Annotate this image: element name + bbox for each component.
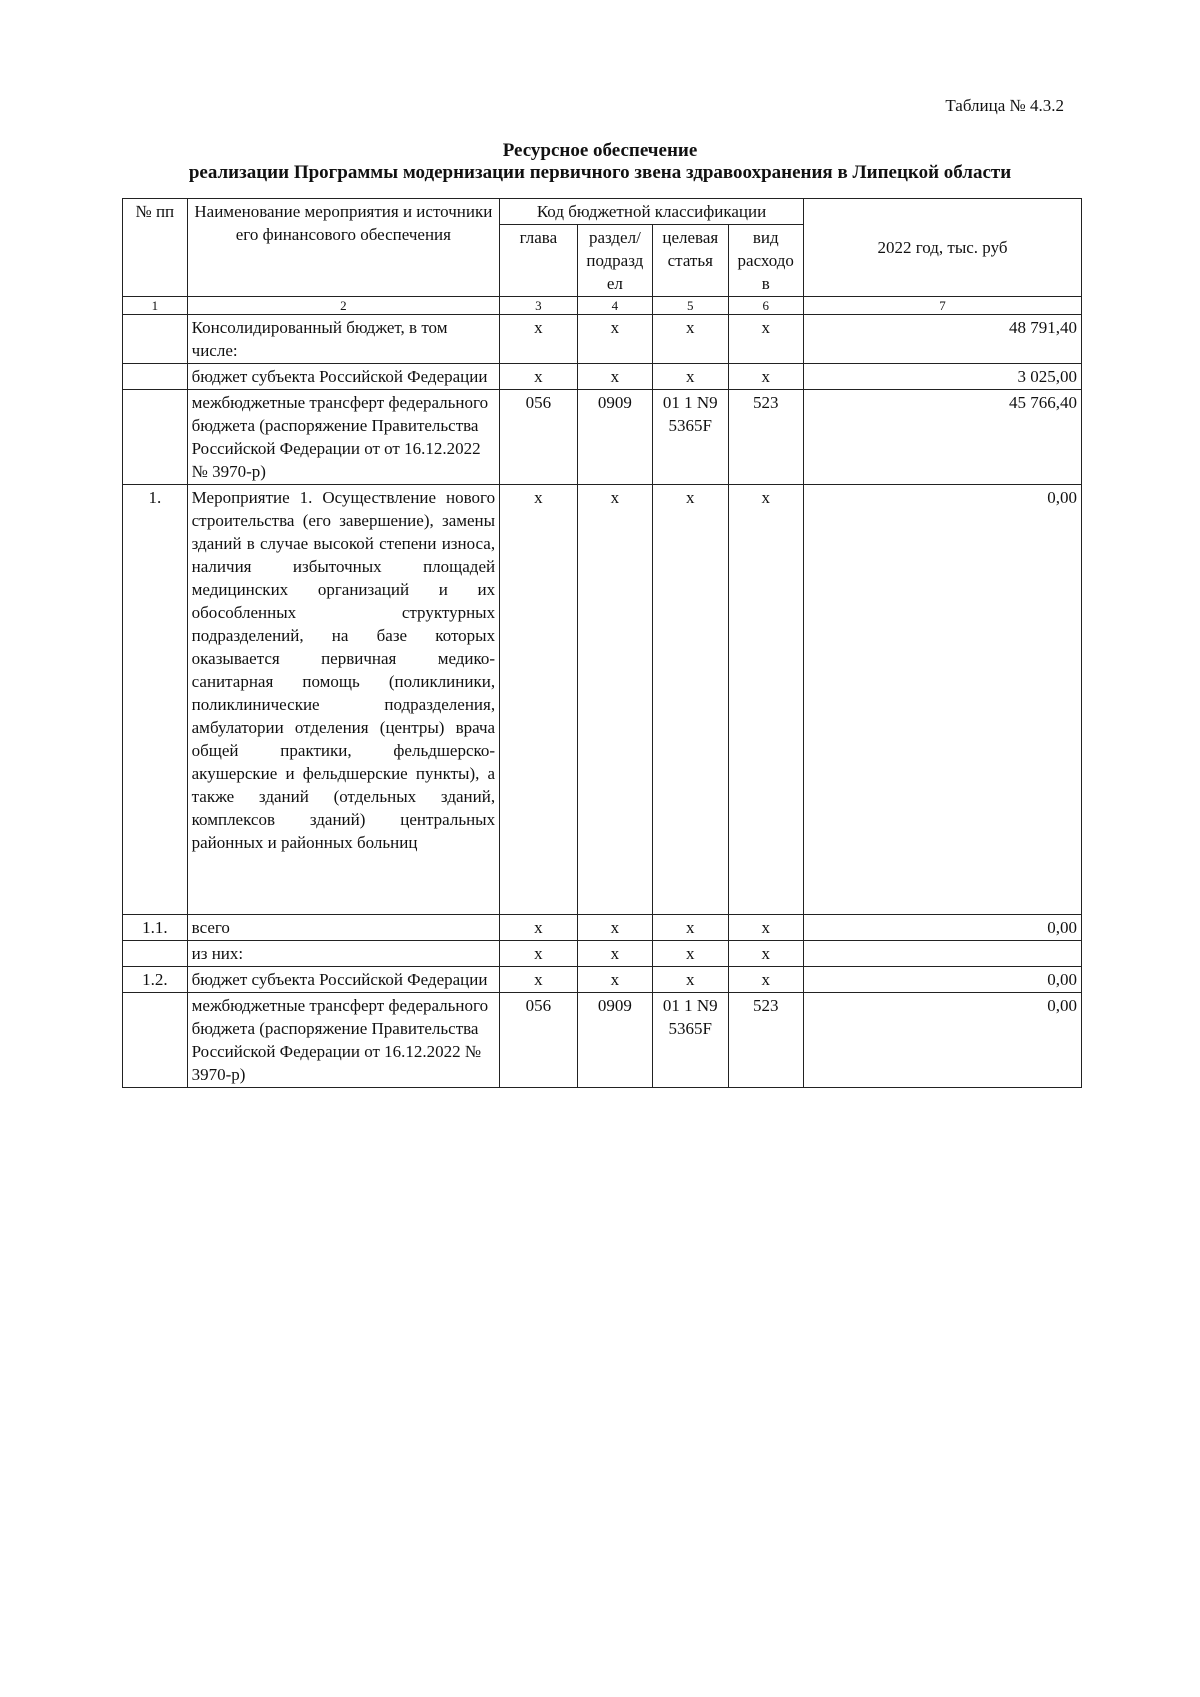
row-num: 1.1. [123,915,188,941]
header-num: № пп [123,199,188,297]
row-value: 3 025,00 [803,364,1081,390]
row-num [123,390,188,485]
row-type: 523 [728,993,803,1088]
table-row [123,967,1082,993]
header-kbk: Код бюджетной классификации [500,199,804,225]
row-num: 1.2. [123,967,188,993]
row-num: 1. [123,485,188,915]
row-num [123,315,188,364]
row-section: x [577,485,652,915]
row-name: Консолидированный бюджет, в том числе: [187,315,499,364]
column-number: 6 [728,297,803,315]
row-type: x [728,915,803,941]
row-name: Мероприятие 1. Осуществление нового строительства (его завершение), замены зданий в случае высокой степени износа, наличия избыточных площадей медицинских организаций и их обособленных структурных подразделений, на базе которых оказывается первичная медико-санитарная помощь (поликлиники, поликлинические подразделения, амбулатории отделения (центры) врача общей практики, фельдшерско-акушерские и фельдшерские пункты), а также зданий (отдельных зданий, комплексов зданий) центральных районных и районных больниц [187,485,499,915]
row-num [123,941,188,967]
row-type: x [728,967,803,993]
row-value: 48 791,40 [803,315,1081,364]
column-numbers-row [123,297,1082,315]
row-target: x [653,364,728,390]
row-chapter: 056 [500,390,578,485]
row-target: x [653,915,728,941]
column-number: 1 [123,297,188,315]
row-section: 0909 [577,993,652,1088]
column-number: 3 [500,297,578,315]
header-year: 2022 год, тыс. руб [803,199,1081,297]
header-name: Наименование мероприятия и источники его финансового обеспечения [187,199,499,297]
table-row [123,485,1082,915]
row-chapter: x [500,485,578,915]
document-subtitle: реализации Программы модернизации первичного звена здравоохранения в Липецкой области [188,162,1012,183]
table-row [123,941,1082,967]
table-row [123,915,1082,941]
row-value: 45 766,40 [803,390,1081,485]
row-target: x [653,315,728,364]
column-number: 4 [577,297,652,315]
row-type: x [728,485,803,915]
row-value [803,941,1081,967]
row-section: x [577,941,652,967]
row-chapter: x [500,967,578,993]
row-chapter: x [500,915,578,941]
table-row [123,993,1082,1088]
row-type: x [728,941,803,967]
header-row-1 [123,199,1082,225]
row-chapter: x [500,941,578,967]
table-row [123,364,1082,390]
row-target: x [653,485,728,915]
table-row [123,390,1082,485]
table-row [123,315,1082,364]
row-value: 0,00 [803,915,1081,941]
row-section: 0909 [577,390,652,485]
row-num [123,993,188,1088]
row-target: x [653,967,728,993]
row-chapter: 056 [500,993,578,1088]
row-value: 0,00 [803,485,1081,915]
header-chapter: глава [500,225,578,297]
row-target: 01 1 N9 5365F [653,993,728,1088]
row-name: из них: [187,941,499,967]
row-value: 0,00 [803,993,1081,1088]
row-chapter: x [500,364,578,390]
row-name: межбюджетные трансферт федерального бюджета (распоряжение Правительства Российской Федерации от от 16.12.2022 № 3970-р) [187,390,499,485]
row-type: x [728,315,803,364]
header-target: целевая статья [653,225,728,297]
column-number: 2 [187,297,499,315]
row-section: x [577,967,652,993]
header-type: вид расходо в [728,225,803,297]
row-value: 0,00 [803,967,1081,993]
row-type: x [728,364,803,390]
row-target: x [653,941,728,967]
row-section: x [577,364,652,390]
table-caption: Таблица № 4.3.2 [945,96,1064,115]
resource-table [122,198,1082,1088]
document-title: Ресурсное обеспечение [502,140,698,161]
row-num [123,364,188,390]
row-name: бюджет субъекта Российской Федерации [187,967,499,993]
column-number: 5 [653,297,728,315]
row-section: x [577,915,652,941]
column-number: 7 [803,297,1081,315]
row-name: всего [187,915,499,941]
header-section: раздел/ подразд ел [577,225,652,297]
row-section: x [577,315,652,364]
row-name: межбюджетные трансферт федерального бюджета (распоряжение Правительства Российской Федерации от 16.12.2022 № 3970-р) [187,993,499,1088]
row-name: бюджет субъекта Российской Федерации [187,364,499,390]
row-chapter: x [500,315,578,364]
row-type: 523 [728,390,803,485]
row-target: 01 1 N9 5365F [653,390,728,485]
